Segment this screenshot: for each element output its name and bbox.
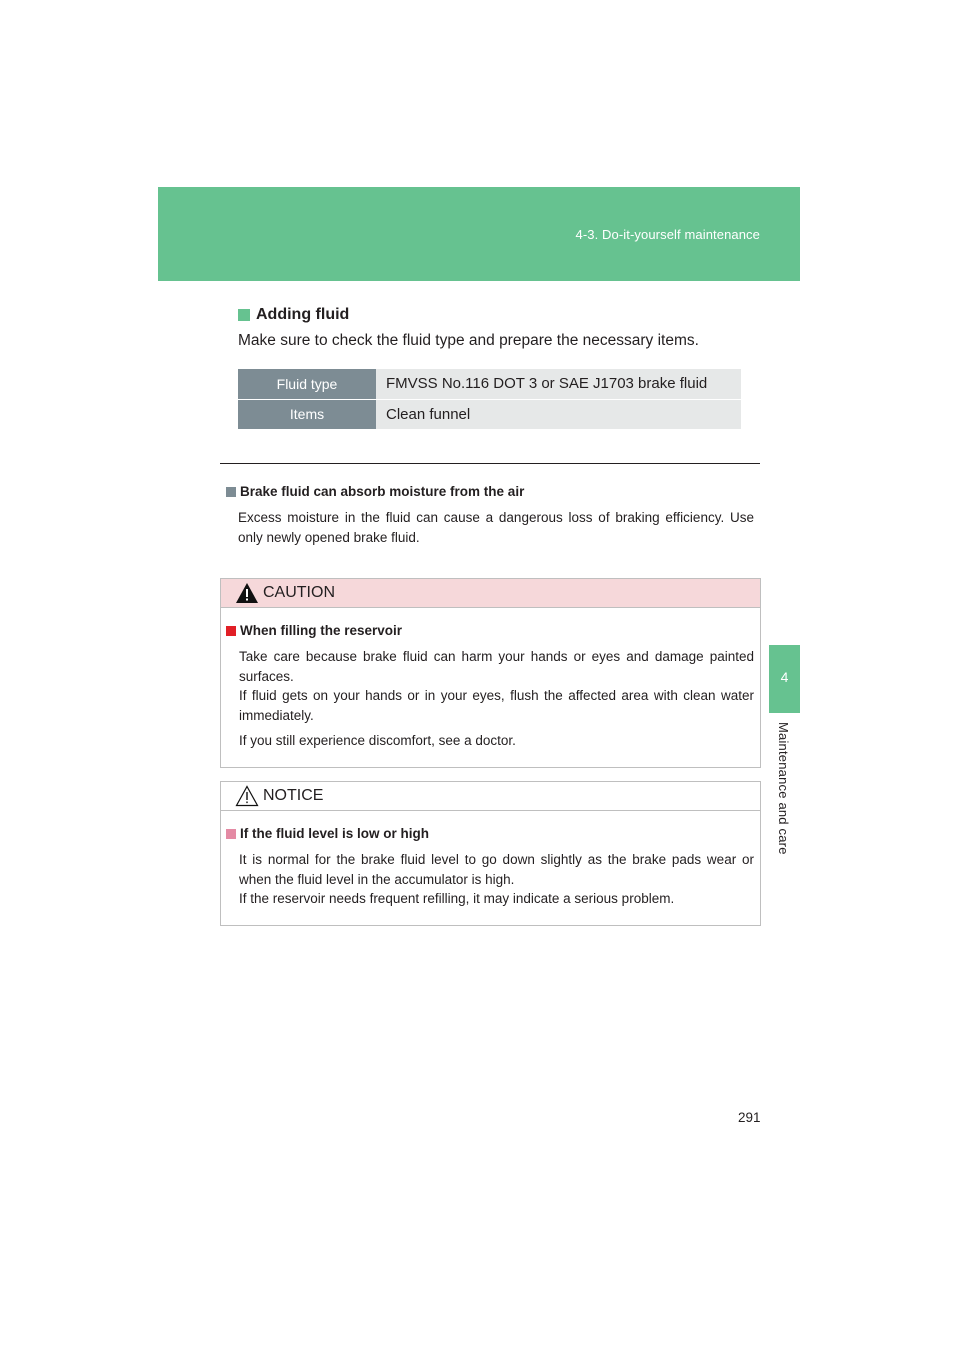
caution-box — [220, 578, 761, 768]
green-square-icon — [238, 309, 250, 321]
caution-header — [221, 579, 760, 608]
notice-header — [221, 782, 760, 811]
notice-subheading-text: If the fluid level is low or high — [240, 826, 430, 841]
notice-title: NOTICE — [263, 787, 324, 804]
warning-triangle-filled-icon — [235, 582, 259, 604]
chapter-label: Maintenance and care — [776, 722, 791, 855]
warning-triangle-outline-icon — [235, 785, 259, 807]
chapter-tab — [769, 645, 800, 713]
spec-value: Clean funnel — [376, 399, 741, 429]
caution-para: Take care because brake fluid can harm your hands or eyes and damage painted surfaces. — [239, 649, 754, 684]
divider — [220, 463, 760, 464]
notice-subheading — [226, 826, 429, 841]
caution-para: If fluid gets on your hands or in your eyes, flush the affected area with clean water immediately. — [239, 688, 754, 723]
caution-title: CAUTION — [263, 584, 335, 601]
caution-subheading-text: When filling the reservoir — [240, 623, 403, 638]
notice-para: If the reservoir needs frequent refilling, it may indicate a serious problem. — [239, 891, 675, 906]
note-heading — [226, 484, 524, 499]
notice-para: It is normal for the brake fluid level to go down slightly as the brake pads wear or when the fluid level in the accumulator is high. — [239, 852, 754, 887]
section-title: 4-3. Do-it-yourself maintenance — [575, 227, 760, 242]
note-heading-text: Brake fluid can absorb moisture from the air — [240, 484, 525, 499]
spec-key: Items — [238, 399, 376, 429]
page-number: 291 — [738, 1110, 761, 1125]
section-heading — [238, 306, 349, 324]
spec-table — [238, 369, 741, 430]
header-band — [158, 187, 800, 281]
notice-box — [220, 781, 761, 926]
pink-square-icon — [226, 829, 236, 839]
caution-text — [239, 647, 754, 751]
table-row — [238, 399, 741, 429]
table-row — [238, 369, 741, 399]
caution-para: If you still experience discomfort, see a doctor. — [239, 733, 516, 748]
section-heading-text: Adding fluid — [256, 306, 350, 323]
spec-key: Fluid type — [238, 369, 376, 399]
red-square-icon — [226, 626, 236, 636]
gray-square-icon — [226, 487, 236, 497]
section-lead: Make sure to check the fluid type and prepare the necessary items. — [238, 332, 699, 349]
chapter-number: 4 — [780, 669, 789, 685]
note-body: Excess moisture in the fluid can cause a dangerous loss of braking efficiency. Use only newly opened brake fluid. — [238, 510, 754, 545]
caution-subheading — [226, 623, 402, 638]
spec-value: FMVSS No.116 DOT 3 or SAE J1703 brake fluid — [376, 369, 741, 399]
notice-text — [239, 850, 754, 909]
